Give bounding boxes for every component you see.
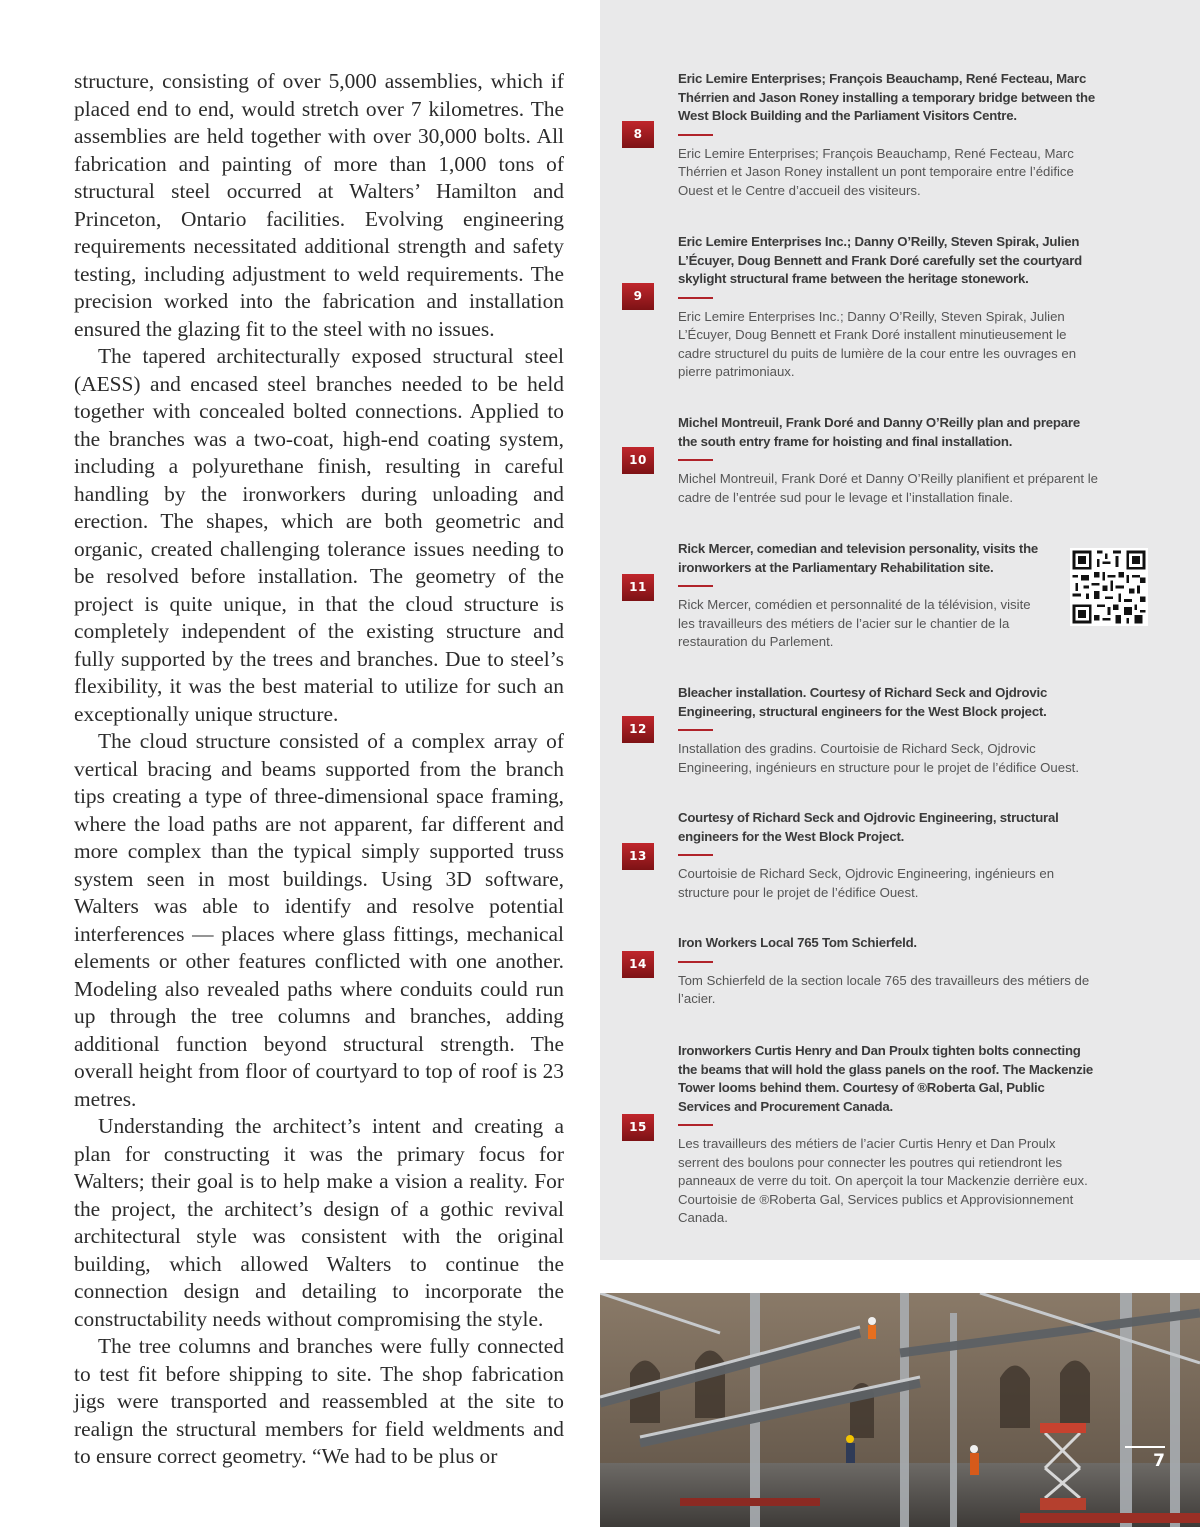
caption-number-badge: 8 bbox=[622, 121, 654, 148]
caption-french: Les travailleurs des métiers de l’acier Curtis Henry et Dan Proulx serrent des boulons pour connecter les poutres qui retiendront les panneaux de verre du toit. On aperçoit la tour Mackenzie derrière eux. Courtoisie de ®Roberta Gal, Services publics et Approvisionnement Canada. bbox=[678, 1136, 1088, 1225]
construction-photo bbox=[600, 1293, 1200, 1527]
caption-number-badge: 14 bbox=[622, 951, 654, 978]
body-paragraph: The tree columns and branches were fully connected to test fit before shipping to site. The shop fabrication jigs were transported and reassembled at the site to realign the structural members for field weldments and to ensure correct geometry. “We had to be plus or bbox=[74, 1334, 564, 1468]
caption-french: Eric Lemire Enterprises; François Beauchamp, René Fecteau, Marc Thérrien et Jason Roney installent un pont temporaire entre l’édifice Ouest et le Centre d’accueil des visiteurs. bbox=[678, 145, 1074, 198]
caption-divider bbox=[678, 961, 713, 963]
caption-english: Eric Lemire Enterprises; François Beauchamp, René Fecteau, Marc Thérrien and Jason Roney installing a temporary bridge between the West Block Building and the Parliament Visitors Centre. bbox=[678, 71, 1095, 123]
caption-english: Michel Montreuil, Frank Doré and Danny O’Reilly plan and prepare the south entry frame for hoisting and final installation. bbox=[678, 415, 1080, 449]
article-body bbox=[74, 68, 564, 1471]
caption-number-badge: 12 bbox=[622, 716, 654, 743]
caption-14 bbox=[678, 934, 1098, 1009]
body-paragraph: structure, consisting of over 5,000 assemblies, which if placed end to end, would stretch over 7 kilometres. The assemblies are held together with over 30,000 bolts. All fabrication and painting of more than 1,000 tons of structural steel occurred at Walters’ Hamilton and Princeton, Ontario facilities. Evolving engineering requirements necessitated additional strength and safety testing, including adjustment to weld requirements. The precision worked into the fabrication and installation ensured the glazing fit to the steel with no issues. bbox=[74, 69, 564, 341]
caption-number-badge: 11 bbox=[622, 574, 654, 601]
caption-number-badge: 13 bbox=[622, 843, 654, 870]
caption-english: Iron Workers Local 765 Tom Schierfeld. bbox=[678, 935, 917, 950]
body-paragraph: Understanding the architect’s intent and creating a plan for constructing it was the primary focus for Walters; their goal is to help make a vision a reality. For the project, the architect’s design of a gothic revival architectural style was consistent with the original building, which allowed Walters to continue the connection design and detailing to incorporate the constructability needs without compromising the style. bbox=[74, 1114, 564, 1331]
caption-divider bbox=[678, 1124, 713, 1126]
caption-english: Eric Lemire Enterprises Inc.; Danny O’Reilly, Steven Spirak, Julien L’Écuyer, Doug Bennett and Frank Doré carefully set the courtyard skylight structural frame between the heritage stonework. bbox=[678, 234, 1082, 286]
caption-english: Courtesy of Richard Seck and Ojdrovic Engineering, structural engineers for the West Block Project. bbox=[678, 810, 1059, 844]
caption-15 bbox=[678, 1042, 1098, 1228]
caption-divider bbox=[678, 585, 713, 587]
caption-divider bbox=[678, 134, 713, 136]
caption-11 bbox=[678, 540, 1048, 652]
caption-english: Rick Mercer, comedian and television personality, visits the ironworkers at the Parliamentary Rehabilitation site. bbox=[678, 541, 1039, 575]
caption-divider bbox=[678, 459, 713, 461]
caption-french: Courtoisie de Richard Seck, Ojdrovic Engineering, ingénieurs en structure pour le projet de l’édifice Ouest. bbox=[678, 866, 1055, 900]
caption-number-badge: 15 bbox=[622, 1114, 654, 1141]
caption-english: Ironworkers Curtis Henry and Dan Proulx tighten bolts connecting the beams that will hold the glass panels on the roof. The Mackenzie Tower looms behind them. Courtesy of ®Roberta Gal, Public Services and Procurement Canada. bbox=[678, 1043, 1094, 1114]
caption-number-badge: 10 bbox=[622, 447, 654, 474]
caption-divider bbox=[678, 729, 713, 731]
caption-8 bbox=[678, 70, 1098, 200]
caption-french: Tom Schierfeld de la section locale 765 des travailleurs des métiers de l’acier. bbox=[678, 972, 1090, 1006]
caption-english: Bleacher installation. Courtesy of Richard Seck and Ojdrovic Engineering, structural engineers for the West Block project. bbox=[678, 685, 1048, 719]
caption-10 bbox=[678, 414, 1098, 507]
caption-13 bbox=[678, 809, 1098, 902]
caption-french: Eric Lemire Enterprises Inc.; Danny O’Reilly, Steven Spirak, Julien L’Écuyer, Doug Bennett et Frank Doré installent minutieusement le cadre structurel du puits de lumière de la cour entre les ouvrages en pierre patrimoniaux. bbox=[678, 308, 1077, 379]
caption-number-badge: 9 bbox=[622, 283, 654, 310]
caption-divider bbox=[678, 854, 713, 856]
body-paragraph: The cloud structure consisted of a complex array of vertical bracing and beams supported from the branch tips creating a type of three-dimensional space framing, where the load paths are not apparent, far different and more complex than the typical simply supported truss system seen in most buildings. Using 3D software, Walters was able to identify and resolve potential interferences — places where glass fittings, mechanical elements or other features conflicted with one another. Modeling also revealed paths where conduits could run up through the tree columns and branches, adding additional function beyond structural strength. The overall height from floor of courtyard to top of roof is 23 metres. bbox=[74, 729, 564, 1111]
caption-divider bbox=[678, 297, 713, 299]
caption-12 bbox=[678, 684, 1098, 777]
caption-french: Michel Montreuil, Frank Doré et Danny O’Reilly planifient et préparent le cadre de l’entrée sud pour le levage et l’installation finale. bbox=[678, 471, 1098, 505]
body-paragraph: The tapered architecturally exposed structural steel (AESS) and encased steel branches needed to be held together with concealed bolted connections. Applied to the branches was a two-coat, high-end coating system, including a polyurethane finish, resulting in careful handling by the ironworkers during unloading and erection. The shapes, which are both geometric and organic, created challenging tolerance issues needing to be resolved before installation. The geometry of the project is quite unique, in that the cloud structure is completely independent of the existing structure and fully supported by the trees and branches. Due to steel’s flexibility, it was the best material to utilize for such an exceptionally unique structure. bbox=[74, 344, 564, 726]
page-number: 7 bbox=[1125, 1446, 1165, 1474]
caption-9 bbox=[678, 233, 1098, 382]
caption-french: Rick Mercer, comédien et personnalité de la télévision, visite les travailleurs des métiers de l’acier sur le chantier de la restauration du Parlement. bbox=[678, 597, 1031, 649]
qr-code-icon[interactable] bbox=[1070, 548, 1148, 626]
caption-french: Installation des gradins. Courtoisie de Richard Seck, Ojdrovic Engineering, ingénieurs en structure pour le projet de l’édifice Ouest. bbox=[678, 741, 1079, 775]
